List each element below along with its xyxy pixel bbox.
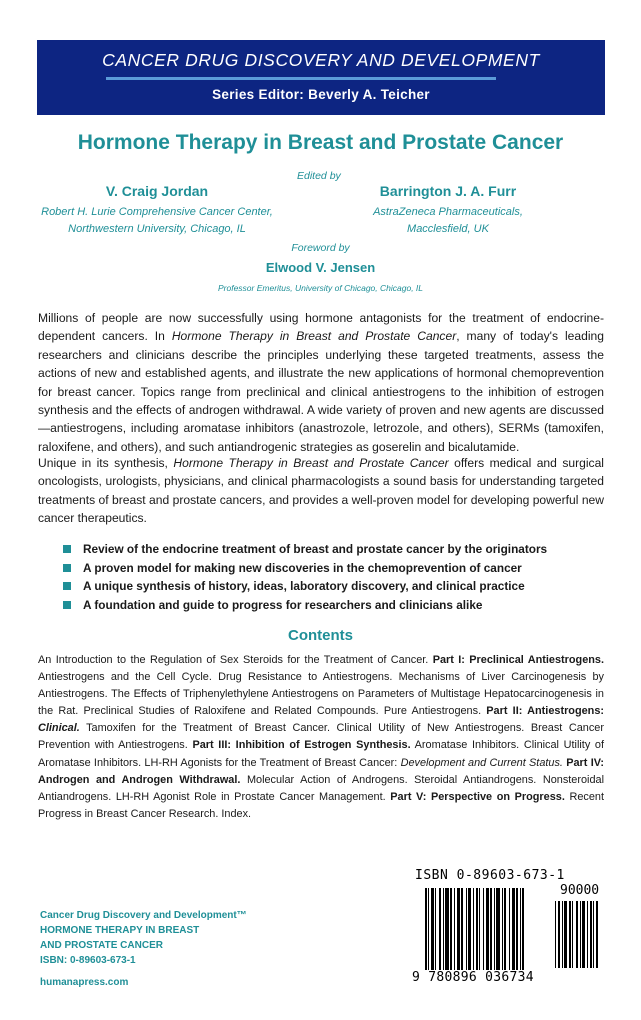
editor-affiliation: AstraZeneca Pharmaceuticals, (373, 206, 523, 218)
editor-affiliation: Robert H. Lurie Comprehensive Cancer Center, (41, 206, 273, 218)
series-banner (37, 40, 605, 115)
description-paragraph-1: Millions of people are now successfully using hormone antagonists for the treatment of endocrine-dependent cancers. In Hormone Therapy in Breast and Prostate Cancer, many of today's leading researchers and clinicians describe the principles underlying these targeted treatments, assess the actions of new and established agents, and illustrate the new applications of hormonal chemoprevention for breast cancer. Topics range from preclinical and clinical antiestrogens to the inhibition of estrogen synthesis and the effects of androgen withdrawal. A wide variety of proven and new agents are discussed—antiestrogens, including aromatase inhibitors (anastrozole, letrozole, and others), SERMs (tamoxifen, raloxifene, and others), and such antiandrogenic strategies as goserelin and bicalutamide. (38, 311, 604, 454)
square-bullet-icon (63, 564, 71, 572)
highlight-item: A foundation and guide to progress for researchers and clinicians alike (63, 596, 583, 615)
foreword-affiliation: Professor Emeritus, University of Chicago, Chicago, IL (217, 283, 424, 293)
highlights-list (63, 540, 583, 614)
editor-furr (356, 183, 540, 238)
editor-jordan (26, 183, 288, 238)
barcode-addon-price: 90000 (560, 883, 600, 898)
book-title: Hormone Therapy in Breast and Prostate Cancer (77, 131, 564, 154)
footer-title: HORMONE THERAPY IN BREAST (40, 925, 200, 936)
barcode-ean-number: 9 780896 036734 (412, 970, 534, 985)
highlight-item: A proven model for making new discoveries in the chemoprevention of cancer (63, 559, 583, 578)
footer-title: AND PROSTATE CANCER (40, 940, 163, 951)
contents-heading: Contents (288, 627, 353, 644)
contents-text: An Introduction to the Regulation of Sex Steroids for the Treatment of Cancer. Part I: Preclinical Antiestrogens. Antiestrogens and the Cell Cycle. Drug Resistance to Antiestrogens. Mechanisms of Liver Carcinogenesis by Antiestrogens. The Effects of Triphenylethylene Antiestrogens on Parameters of Multistage Hepatocarcinogenesis in the Rat. Preclinical Studies of Raloxifene and Related Compounds. Pure Antiestrogens. Part II: Antiestrogens: Clinical. Tamoxifen for the Treatment of Breast Cancer. Clinical Utility of New Antiestrogens. Breast Cancer Prevention with Antiestrogens. Part III: Inhibition of Estrogen Synthesis. Aromatase Inhibitors. Clinical Utility of Aromatase Inhibitors. LH-RH Agonists for the Treatment of Breast Cancer: Development and Current Status. Part IV: Androgen and Androgen Withdrawal. Molecular Action of Androgens. Steroidal Antiandrogens. Nonsteroidal Antiandrogens. LH-RH Agonist Role in Prostate Cancer Management. Part V: Perspective on Progress. Recent Progress in Breast Cancer Research. Index. (38, 654, 605, 820)
series-divider (106, 77, 496, 80)
foreword-by-label: Foreword by (291, 242, 350, 254)
editor-name: Barrington J. A. Furr (379, 183, 517, 199)
description-paragraph-2: Unique in its synthesis, Hormone Therapy in Breast and Prostate Cancer offers medical and surgical oncologists, urologists, physicians, and clinical pharmacologists a sound basis for understanding targeted treatments of breast and prostate cancers, and provides a well-proven model for developing powerful new cancer therapeutics. (38, 456, 604, 526)
square-bullet-icon (63, 582, 71, 590)
addon-barcode-bars (555, 901, 613, 968)
foreword-author: Elwood V. Jensen (265, 260, 376, 275)
editor-affiliation: Macclesfield, UK (407, 223, 489, 235)
square-bullet-icon (63, 545, 71, 553)
editor-name: V. Craig Jordan (105, 183, 209, 199)
series-editor: Series Editor: Beverly A. Teicher (212, 87, 430, 102)
highlight-item: A unique synthesis of history, ideas, laboratory discovery, and clinical practice (63, 577, 583, 596)
series-title: CANCER DRUG DISCOVERY AND DEVELOPMENT (102, 50, 540, 70)
footer-info (40, 908, 247, 990)
publisher-url[interactable]: humanapress.com (40, 977, 129, 988)
editor-affiliation: Northwestern University, Chicago, IL (68, 223, 246, 235)
barcode-isbn-label: ISBN 0-89603-673-1 (415, 868, 565, 883)
footer-series: Cancer Drug Discovery and Development™ (40, 910, 247, 921)
ean-barcode-bars (425, 888, 535, 971)
footer-isbn: ISBN: 0-89603-673-1 (40, 955, 136, 966)
highlight-item: Review of the endocrine treatment of breast and prostate cancer by the originators (63, 540, 583, 559)
isbn-barcode (412, 868, 612, 993)
edited-by-label: Edited by (297, 170, 341, 182)
square-bullet-icon (63, 601, 71, 609)
